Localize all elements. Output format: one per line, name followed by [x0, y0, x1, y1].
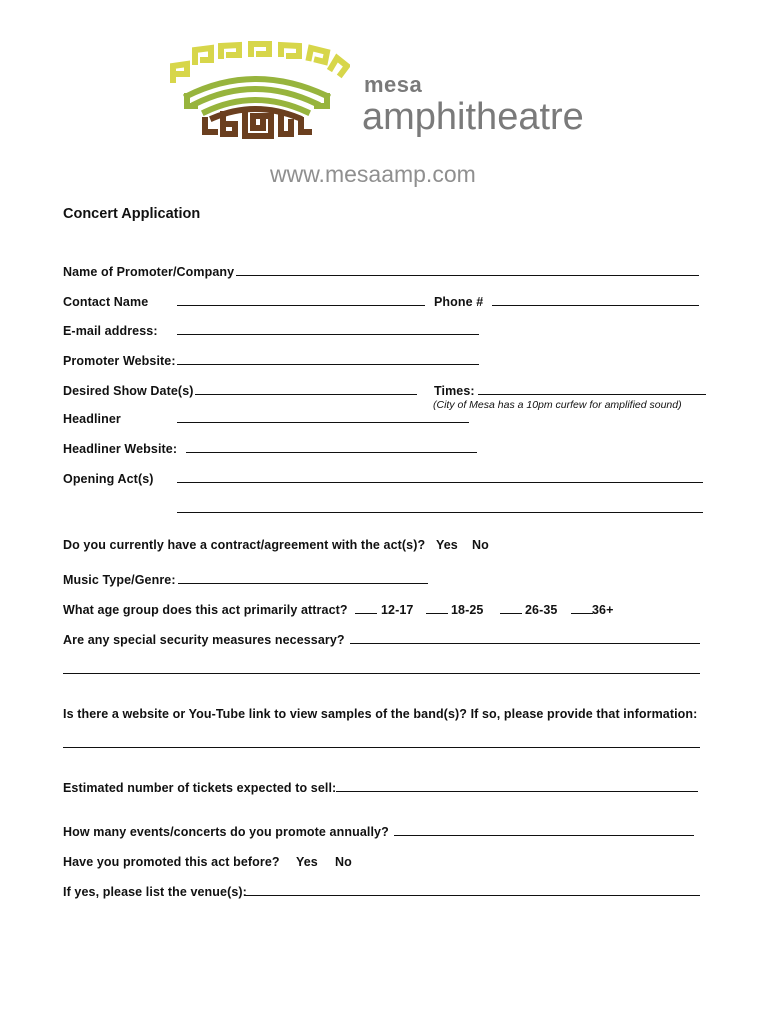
age-18-25-blank[interactable] [426, 613, 448, 614]
age-option-36-plus: 36+ [592, 603, 614, 617]
brand-mesa-text: mesa [364, 72, 423, 97]
age-option-26-35: 26-35 [525, 603, 558, 617]
contract-no-option[interactable]: No [472, 538, 489, 552]
website-url: www.mesaamp.com [270, 161, 476, 187]
age-option-18-25: 18-25 [451, 603, 484, 617]
headliner-website-label: Headliner Website: [63, 442, 178, 456]
security-field-1[interactable] [350, 643, 700, 644]
opening-acts-field-2[interactable] [177, 512, 703, 513]
promoter-website-label: Promoter Website: [63, 354, 176, 368]
opening-acts-label: Opening Act(s) [63, 472, 154, 486]
age-option-12-17: 12-17 [381, 603, 414, 617]
tickets-label: Estimated number of tickets expected to sell: [63, 781, 337, 795]
genre-field[interactable] [178, 583, 428, 584]
brand-amphitheatre-text: amphitheatre [362, 96, 584, 138]
contact-name-field[interactable] [177, 305, 425, 306]
headliner-website-field[interactable] [186, 452, 477, 453]
headliner-label: Headliner [63, 412, 121, 426]
age-26-35-blank[interactable] [500, 613, 522, 614]
promoted-yes-option[interactable]: Yes [296, 855, 318, 869]
age-12-17-blank[interactable] [355, 613, 377, 614]
tickets-field[interactable] [336, 791, 698, 792]
page-title: Concert Application [63, 206, 201, 222]
phone-label: Phone # [434, 295, 484, 309]
security-question: Are any special security measures necessary? [63, 633, 345, 647]
age-36plus-blank[interactable] [571, 613, 593, 614]
security-field-2[interactable] [63, 673, 700, 674]
logo-top-row [173, 44, 347, 80]
promoter-label: Name of Promoter/Company [63, 265, 235, 279]
promoter-website-field[interactable] [177, 364, 479, 365]
mesa-amphitheatre-logo-icon [165, 40, 350, 140]
contract-yes-option[interactable]: Yes [436, 538, 458, 552]
events-field[interactable] [394, 835, 694, 836]
times-field[interactable] [478, 394, 706, 395]
samples-field[interactable] [63, 747, 700, 748]
samples-question: Is there a website or You-Tube link to view samples of the band(s)? If so, please provide that information: [63, 707, 698, 721]
email-label: E-mail address: [63, 324, 158, 338]
email-field[interactable] [177, 334, 479, 335]
show-dates-label: Desired Show Date(s) [63, 384, 194, 398]
events-question: How many events/concerts do you promote annually? [63, 825, 389, 839]
venues-field[interactable] [245, 895, 700, 896]
promoted-before-question: Have you promoted this act before? [63, 855, 280, 869]
genre-label: Music Type/Genre: [63, 573, 176, 587]
contract-question: Do you currently have a contract/agreement with the act(s)? [63, 538, 426, 552]
times-label: Times: [434, 384, 475, 398]
show-dates-field[interactable] [195, 394, 417, 395]
promoter-field[interactable] [236, 275, 699, 276]
venues-label: If yes, please list the venue(s): [63, 885, 247, 899]
opening-acts-field-1[interactable] [177, 482, 703, 483]
promoted-no-option[interactable]: No [335, 855, 352, 869]
age-question: What age group does this act primarily attract? [63, 603, 348, 617]
phone-field[interactable] [492, 305, 699, 306]
curfew-note: (City of Mesa has a 10pm curfew for amplified sound) [433, 399, 682, 411]
contact-name-label: Contact Name [63, 295, 149, 309]
logo-bottom-row [205, 109, 309, 136]
headliner-field[interactable] [177, 422, 469, 423]
